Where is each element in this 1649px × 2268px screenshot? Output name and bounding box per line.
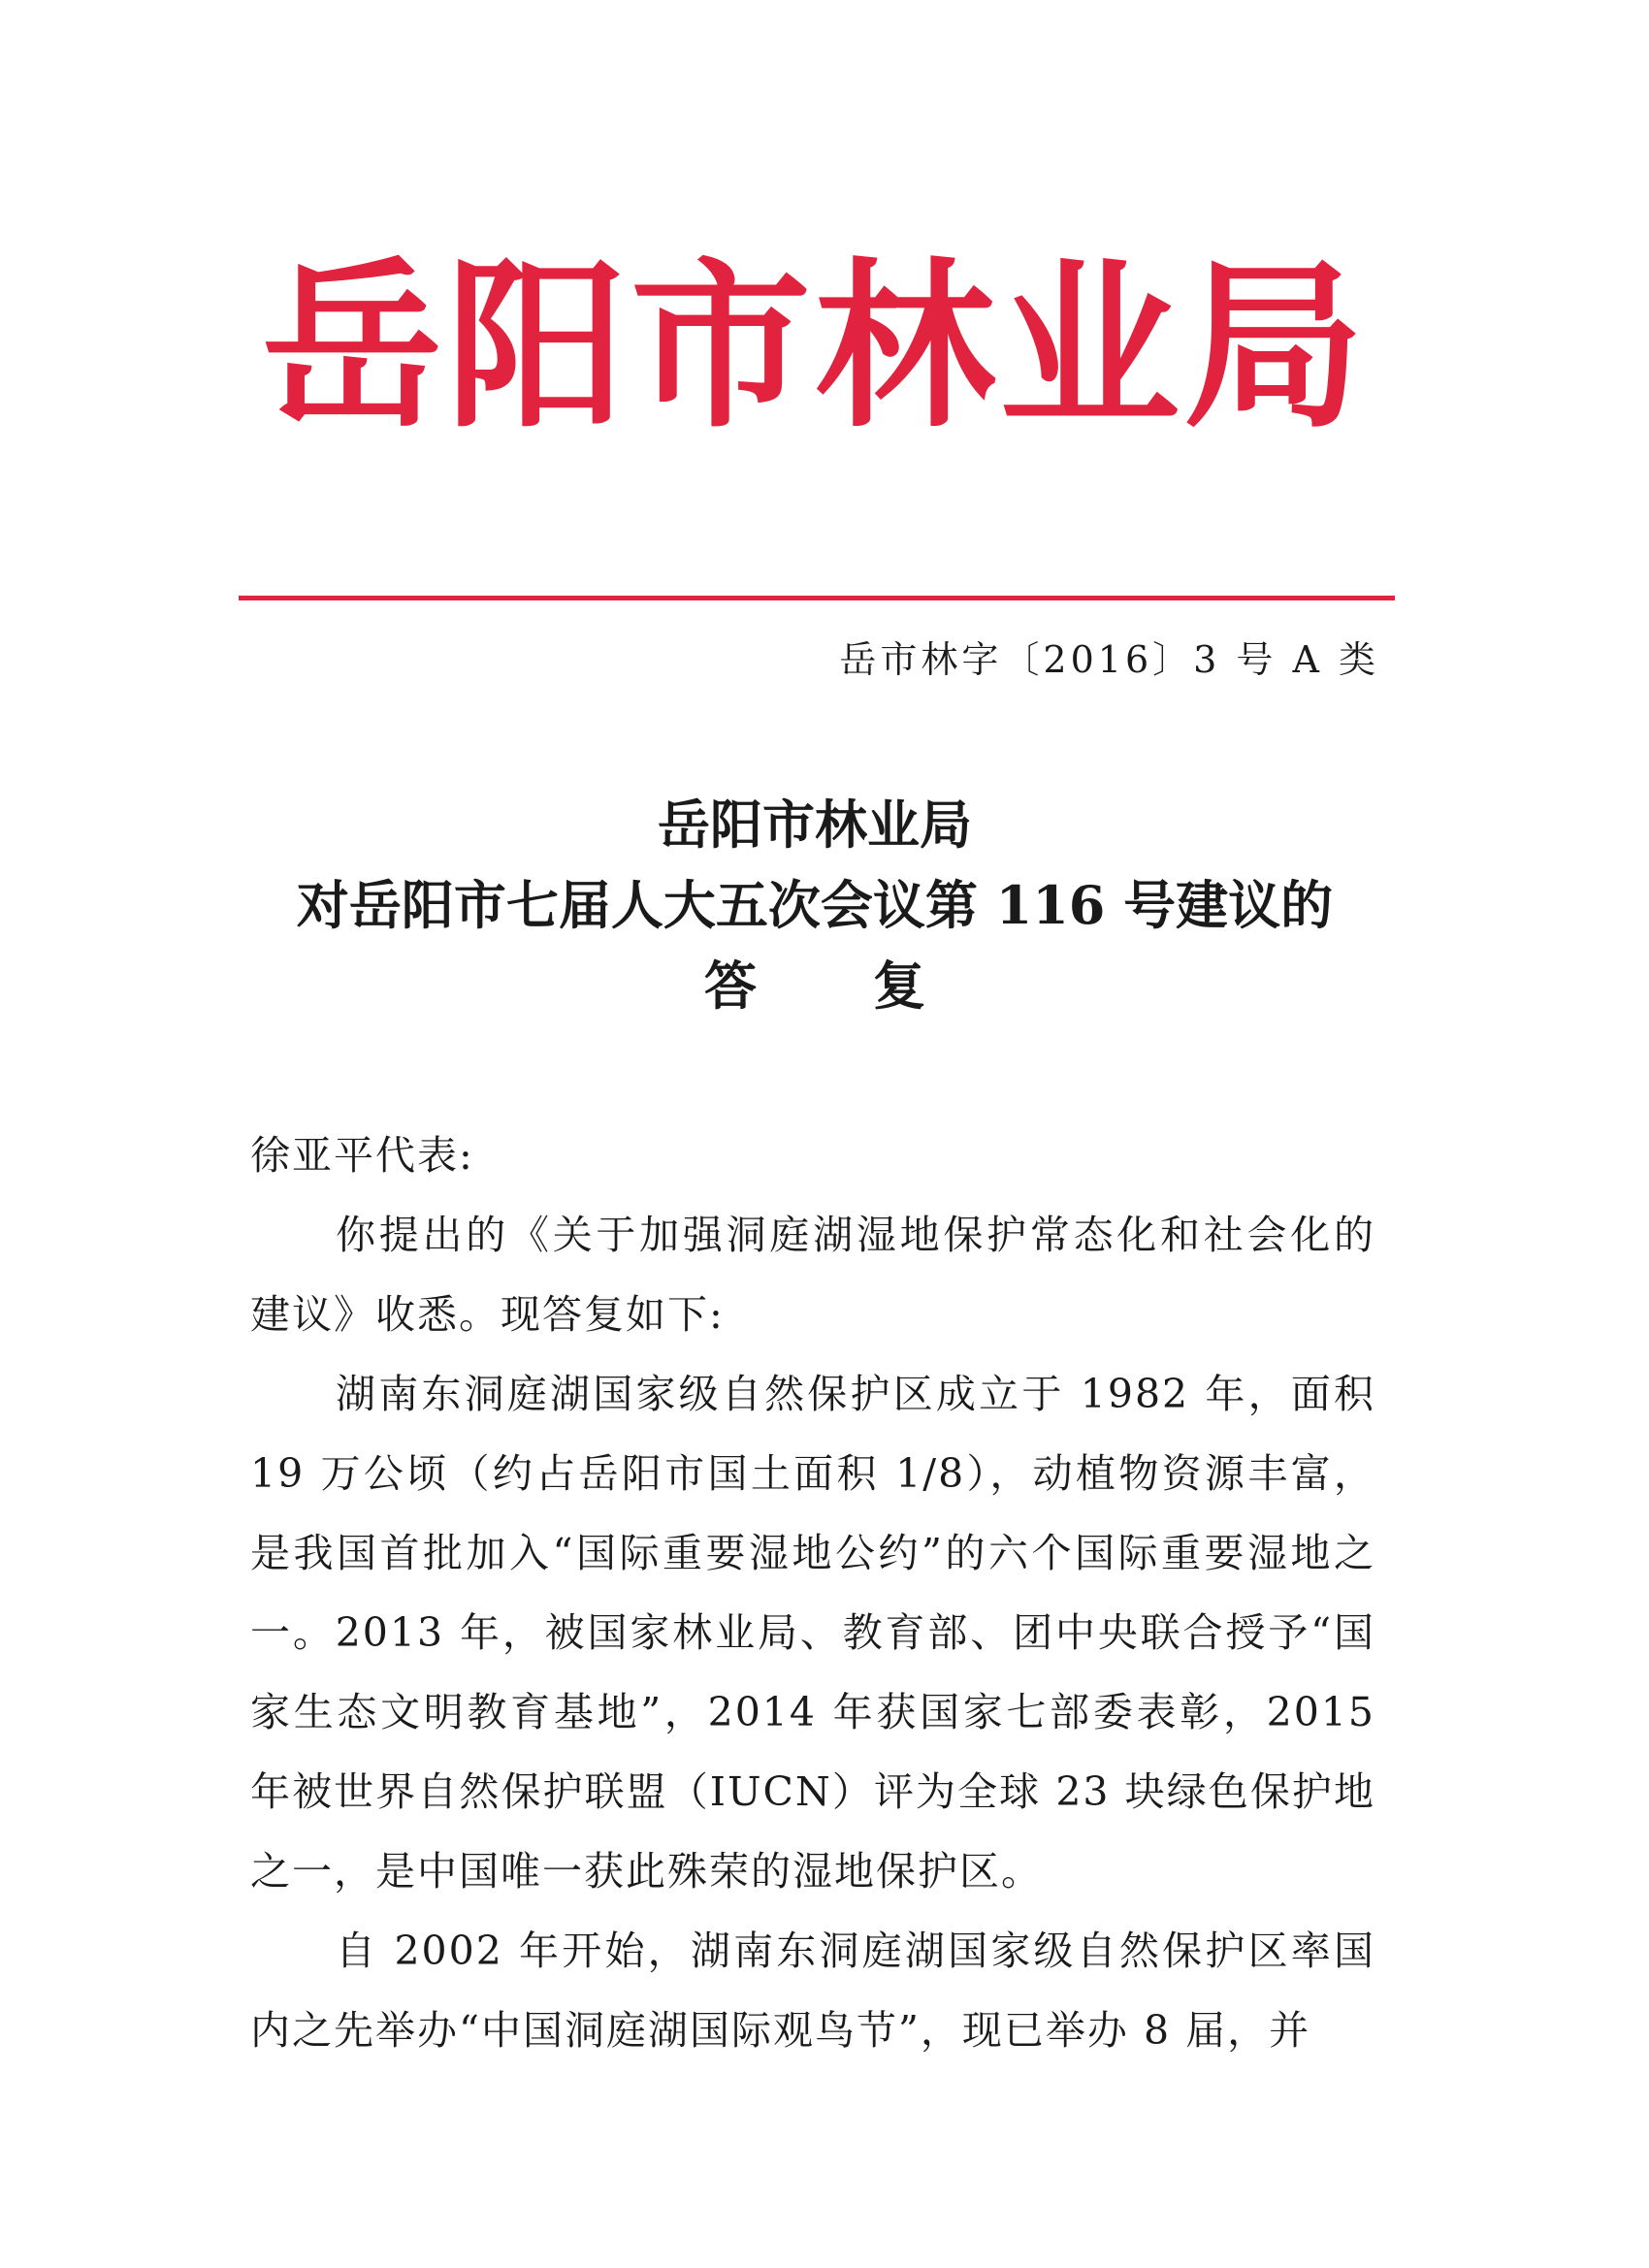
paragraph-2: 湖南东洞庭湖国家级自然保护区成立于 1982 年，面积 19 万公顷（约占岳阳市国土面积 1/8），动植物资源丰富，是我国首批加入“国际重要湿地公约”的六个国际重要湿地之一。2013 年，被国家林业局、教育部、团中央联合授予“国家生态文明教育基地”，2014 年获国家七部委表彰，2015 年被世界自然保护联盟（IUCN）评为全球 23 块绿色保护地之一，是中国唯一获此殊荣的湿地保护区。: [250, 1371, 1375, 1895]
paragraph-1: 你提出的《关于加强洞庭湖湿地保护常态化和社会化的建议》收悉。现答复如下:: [250, 1212, 1375, 1338]
title-line-2: 对岳阳市七届人大五次会议第 116 号建议的: [296, 874, 1334, 936]
letterhead-red-rule: [239, 596, 1395, 600]
salutation: 徐亚平代表:: [250, 1132, 474, 1179]
title-line-3: 答复: [704, 955, 1042, 1017]
paragraph-3: 自 2002 年开始，湖南东洞庭湖国家级自然保护区率国内之先举办“中国洞庭湖国际观鸟节”，现已举办 8 届，并: [250, 1928, 1375, 2054]
title-line-1: 岳阳市林业局: [658, 794, 972, 856]
document-number: 岳市林字〔2016〕3 号 A 类: [839, 638, 1379, 681]
letterhead-org-name: 岳阳市林业局: [261, 242, 1368, 452]
